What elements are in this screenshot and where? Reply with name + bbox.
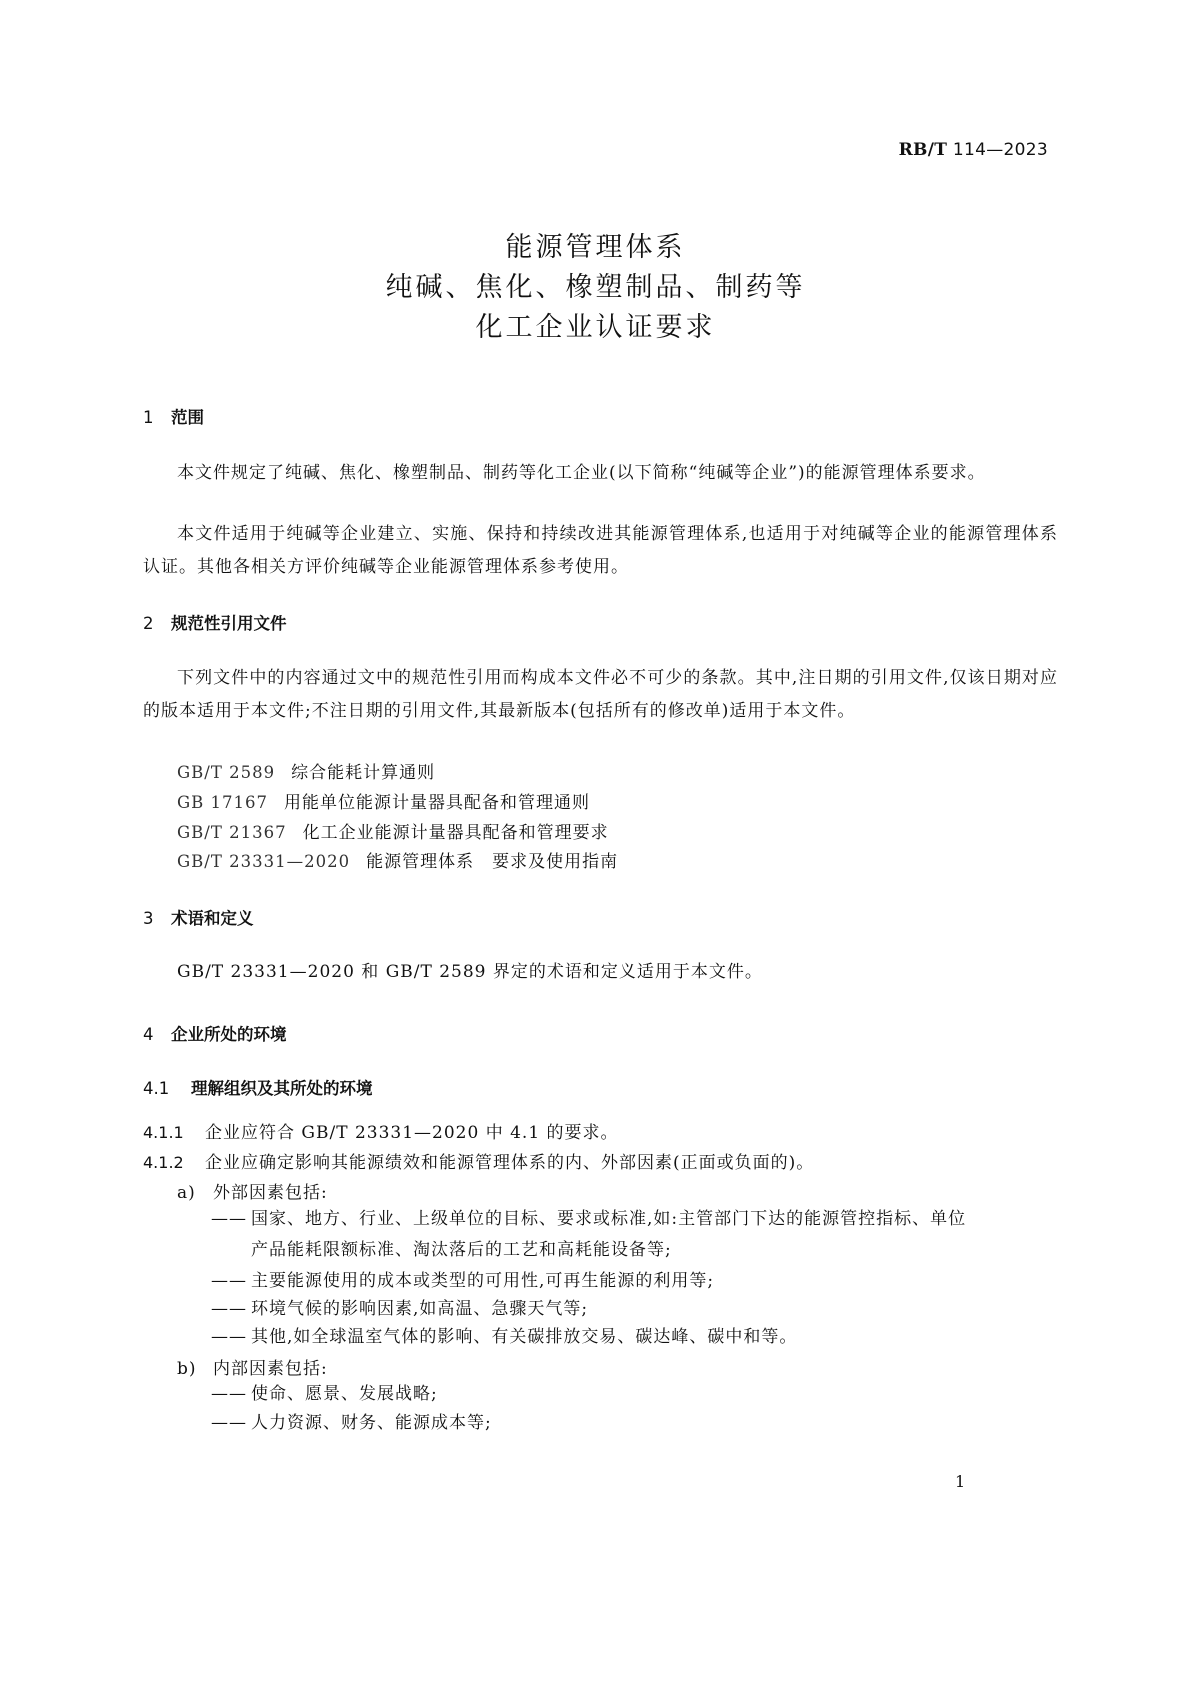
section-heading-3 [143,905,254,929]
list-item-b [177,1354,328,1379]
reference-name: 用能单位能源计量器具配备和管理通则 [284,793,591,813]
references-intro-paragraph: 下列文件中的内容通过文中的规范性引用而构成本文件必不可少的条款。其中,注日期的引用文件,仅该日期对应的版本适用于本文件;不注日期的引用文件,其最新版本(包括所有的修改单)适用于本文件。 [143,668,1058,721]
reference-name: 化工企业能源计量器具配备和管理要求 [302,823,609,843]
dash-marker: —— [211,1299,247,1319]
dash-marker: —— [211,1413,247,1433]
dash-item [211,1408,991,1439]
section-number: 4 [143,1025,154,1044]
reference-code: GB 17167 [177,793,269,812]
scope-paragraph-1: 本文件规定了纯碱、焦化、橡塑制品、制药等化工企业(以下简称“纯碱等企业”)的能源管理体系要求。 [177,463,986,483]
dash-text: 国家、地方、行业、上级单位的目标、要求或标准,如:主管部门下达的能源管控指标、单位 [251,1209,967,1229]
section-number: 3 [143,909,154,928]
section-heading-4 [143,1021,287,1045]
dash-marker: —— [211,1384,247,1404]
document-title [0,228,1191,348]
list-item-a [177,1178,328,1203]
section-title: 术语和定义 [171,909,254,928]
section-heading-1 [143,404,204,428]
dash-text: 环境气候的影响因素,如高温、急骤天气等; [251,1299,589,1319]
clause-4-1-2 [143,1148,814,1173]
terms-paragraph: GB/T 23331—2020 和 GB/T 2589 界定的术语和定义适用于本文件。 [177,962,763,982]
subsection-number: 4.1 [143,1079,170,1098]
reference-name: 能源管理体系 要求及使用指南 [366,852,619,872]
title-line-1: 能源管理体系 [505,232,686,263]
subsection-heading-4-1 [143,1075,373,1099]
section-heading-2 [143,610,287,634]
standard-code [899,140,1048,160]
section-title: 范围 [171,408,204,427]
list-label: b) [177,1359,197,1379]
section-title: 企业所处的环境 [171,1025,287,1044]
clause-4-1-1 [143,1118,619,1143]
clause-number: 4.1.1 [143,1123,184,1142]
page-number: 1 [955,1472,966,1491]
standard-code-number: 114—2023 [947,140,1048,160]
section-title: 规范性引用文件 [171,614,287,633]
dash-item [211,1266,991,1297]
reference-item [177,788,590,813]
title-line-2: 纯碱、焦化、橡塑制品、制药等 [385,272,806,303]
reference-item [177,847,618,872]
dash-text: 主要能源使用的成本或类型的可用性,可再生能源的利用等; [251,1271,715,1291]
dash-text: 其他,如全球温室气体的影响、有关碳排放交易、碳达峰、碳中和等。 [251,1327,798,1347]
list-text: 外部因素包括: [213,1183,328,1203]
title-line-3: 化工企业认证要求 [475,312,716,343]
reference-item [177,818,609,843]
subsection-title: 理解组织及其所处的环境 [191,1079,373,1098]
section-number: 1 [143,408,154,427]
clause-number: 4.1.2 [143,1153,184,1172]
clause-text: 企业应符合 GB/T 23331—2020 中 4.1 的要求。 [205,1123,619,1143]
dash-marker: —— [211,1271,247,1291]
list-label: a) [177,1183,196,1203]
dash-text: 人力资源、财务、能源成本等; [251,1413,492,1433]
reference-code: GB/T 2589 [177,763,276,782]
scope-paragraph-2: 本文件适用于纯碱等企业建立、实施、保持和持续改进其能源管理体系,也适用于对纯碱等企业的能源管理体系认证。其他各相关方评价纯碱等企业能源管理体系参考使用。 [143,524,1058,577]
dash-text: 使命、愿景、发展战略; [251,1384,438,1404]
dash-item [211,1294,991,1325]
dash-item [211,1204,991,1266]
list-text: 内部因素包括: [213,1359,328,1379]
standard-code-prefix: RB/T [898,140,948,160]
dash-text-continuation: 产品能耗限额标准、淘汰落后的工艺和高耗能设备等; [251,1240,672,1260]
clause-text: 企业应确定影响其能源绩效和能源管理体系的内、外部因素(正面或负面的)。 [205,1153,815,1173]
dash-item [211,1379,991,1410]
dash-marker: —— [211,1209,247,1229]
section-number: 2 [143,614,154,633]
reference-name: 综合能耗计算通则 [291,763,436,783]
reference-item [177,758,435,783]
dash-marker: —— [211,1327,247,1347]
dash-item [211,1322,991,1353]
reference-code: GB/T 21367 [177,823,287,842]
reference-code: GB/T 23331—2020 [177,852,351,871]
